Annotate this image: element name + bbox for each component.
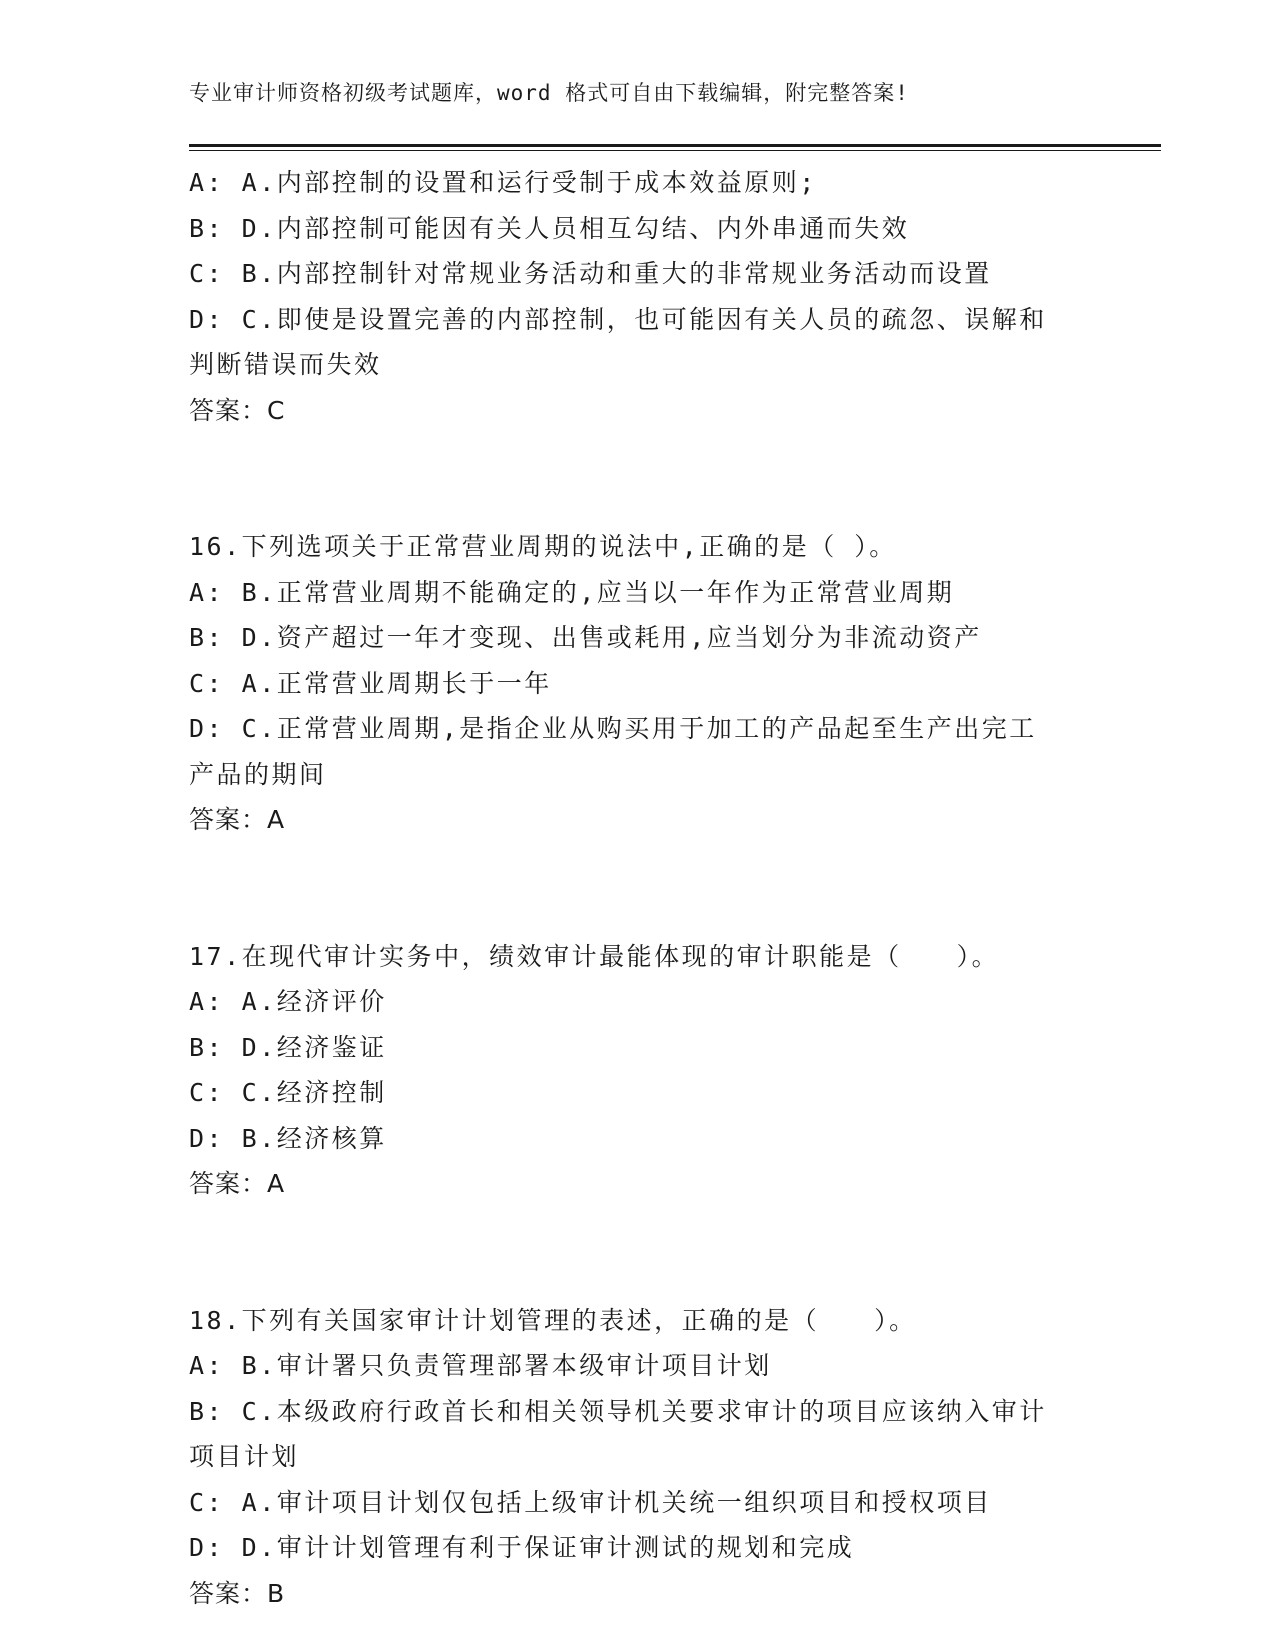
answer: 答案：A: [189, 805, 286, 834]
option-c: C: C.经济控制: [189, 1078, 387, 1107]
question-content: [189, 160, 1089, 1616]
question-text: 17.在现代审计实务中，绩效审计最能体现的审计职能是（ ）。: [189, 941, 1000, 971]
option-a: A: A.经济评价: [189, 987, 387, 1016]
spacer: [189, 1207, 1089, 1298]
option-a: A: B.正常营业周期不能确定的,应当以一年作为正常营业周期: [189, 577, 955, 607]
option-d: D: D.审计计划管理有利于保证审计测试的规划和完成: [189, 1533, 855, 1562]
question-text: 18.下列有关国家审计计划管理的表述，正确的是（ ）。: [189, 1305, 917, 1335]
question-18: [189, 1298, 1089, 1617]
page-header: 专业审计师资格初级考试题库，word 格式可自由下载编辑，附完整答案!: [189, 81, 909, 105]
option-b-continued: 项目计划: [189, 1442, 300, 1471]
option-d-continued: 产品的期间: [189, 759, 327, 789]
option-d: D: C.即使是设置完善的内部控制，也可能因有关人员的疏忽、误解和: [189, 304, 1047, 334]
option-c: C: A.审计项目计划仅包括上级审计机关统一组织项目和授权项目: [189, 1487, 992, 1517]
option-d: D: C.正常营业周期,是指企业从购买用于加工的产品起至生产出完工: [189, 714, 1037, 743]
header-rule-thick: [189, 144, 1161, 147]
question-text: 16.下列选项关于正常营业周期的说法中,正确的是（ ）。: [189, 532, 897, 561]
question-16: [189, 524, 1089, 843]
answer: 答案：C: [189, 395, 286, 425]
option-c: C: B.内部控制针对常规业务活动和重大的非常规业务活动而设置: [189, 259, 992, 288]
option-c: C: A.正常营业周期长于一年: [189, 668, 552, 698]
question-15: [189, 160, 1089, 433]
header-rule-thin: [189, 150, 1161, 151]
option-b: B: D.资产超过一年才变现、出售或耗用,应当划分为非流动资产: [189, 623, 982, 652]
spacer: [189, 433, 1089, 524]
answer: 答案：B: [189, 1578, 286, 1608]
spacer: [189, 843, 1089, 934]
option-a: A: A.内部控制的设置和运行受制于成本效益原则;: [189, 168, 817, 197]
option-d-continued: 判断错误而失效: [189, 350, 382, 379]
option-b: B: D.内部控制可能因有关人员相互勾结、内外串通而失效: [189, 213, 910, 243]
option-a: A: B.审计署只负责管理部署本级审计项目计划: [189, 1351, 772, 1380]
option-d: D: B.经济核算: [189, 1123, 387, 1153]
answer: 答案：A: [189, 1169, 286, 1198]
option-b: B: C.本级政府行政首长和相关领导机关要求审计的项目应该纳入审计: [189, 1396, 1047, 1426]
question-17: [189, 934, 1089, 1207]
option-b: B: D.经济鉴证: [189, 1032, 387, 1062]
